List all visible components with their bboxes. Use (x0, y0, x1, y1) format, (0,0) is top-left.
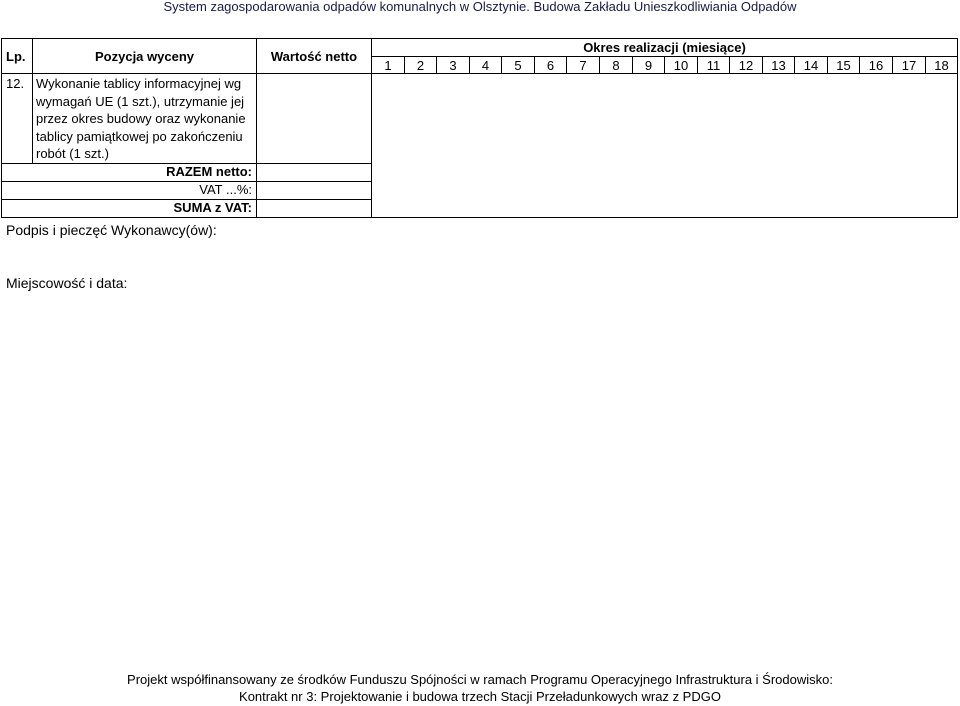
column-header-position: Pozycja wyceny (33, 39, 257, 74)
document-header: System zagospodarowania odpadów komunalnych w Olsztynie. Budowa Zakładu Unieszkodliwiania Odpadów (163, 0, 797, 14)
schedule-months-area (372, 74, 958, 218)
month-header: 9 (633, 57, 665, 74)
footer-line-1: Projekt współfinansowany ze środków Funduszu Spójności w ramach Programu Operacyjnego Infrastruktura i Środowisko: (127, 672, 833, 687)
month-header: 11 (698, 57, 730, 74)
row-net-value-cell[interactable] (257, 74, 372, 164)
month-header: 1 (372, 57, 405, 74)
month-header: 10 (665, 57, 698, 74)
month-header: 8 (600, 57, 633, 74)
column-header-lp: Lp. (2, 39, 33, 74)
month-header: 3 (437, 57, 470, 74)
row-lp: 12. (2, 74, 33, 164)
month-header: 12 (730, 57, 763, 74)
row-description: Wykonanie tablicy informacyjnej wg wymagań UE (1 szt.), utrzymanie jej przez okres budowy oraz wykonanie tablicy pamiątkowej po zakończeniu robót (1 szt.) (33, 74, 257, 164)
signature-label: Podpis i pieczęć Wykonawcy(ów): (6, 222, 217, 238)
month-header: 4 (470, 57, 502, 74)
month-header: 6 (535, 57, 567, 74)
place-date-label: Miejscowość i data: (6, 275, 128, 291)
month-header: 18 (926, 57, 958, 74)
footer-line-2: Kontrakt nr 3: Projektowanie i budowa trzech Stacji Przeładunkowych wraz z PDGO (239, 689, 721, 704)
column-header-net-value: Wartość netto (257, 39, 372, 74)
month-header: 15 (828, 57, 860, 74)
month-header: 7 (567, 57, 600, 74)
vat-cell[interactable] (257, 181, 372, 199)
month-header: 5 (502, 57, 535, 74)
net-total-label: RAZEM netto: (2, 163, 257, 181)
month-header: 16 (860, 57, 893, 74)
table-row (2, 74, 958, 164)
cost-schedule-table (1, 38, 958, 218)
net-total-cell[interactable] (257, 163, 372, 181)
total-with-vat-label: SUMA z VAT: (2, 199, 257, 217)
vat-label: VAT ...%: (2, 181, 257, 199)
table-header-row (2, 39, 958, 57)
column-header-period: Okres realizacji (miesiące) (372, 39, 958, 57)
month-header: 14 (795, 57, 828, 74)
month-header: 17 (893, 57, 926, 74)
month-header: 2 (405, 57, 437, 74)
month-header: 13 (763, 57, 795, 74)
total-with-vat-cell[interactable] (257, 199, 372, 217)
